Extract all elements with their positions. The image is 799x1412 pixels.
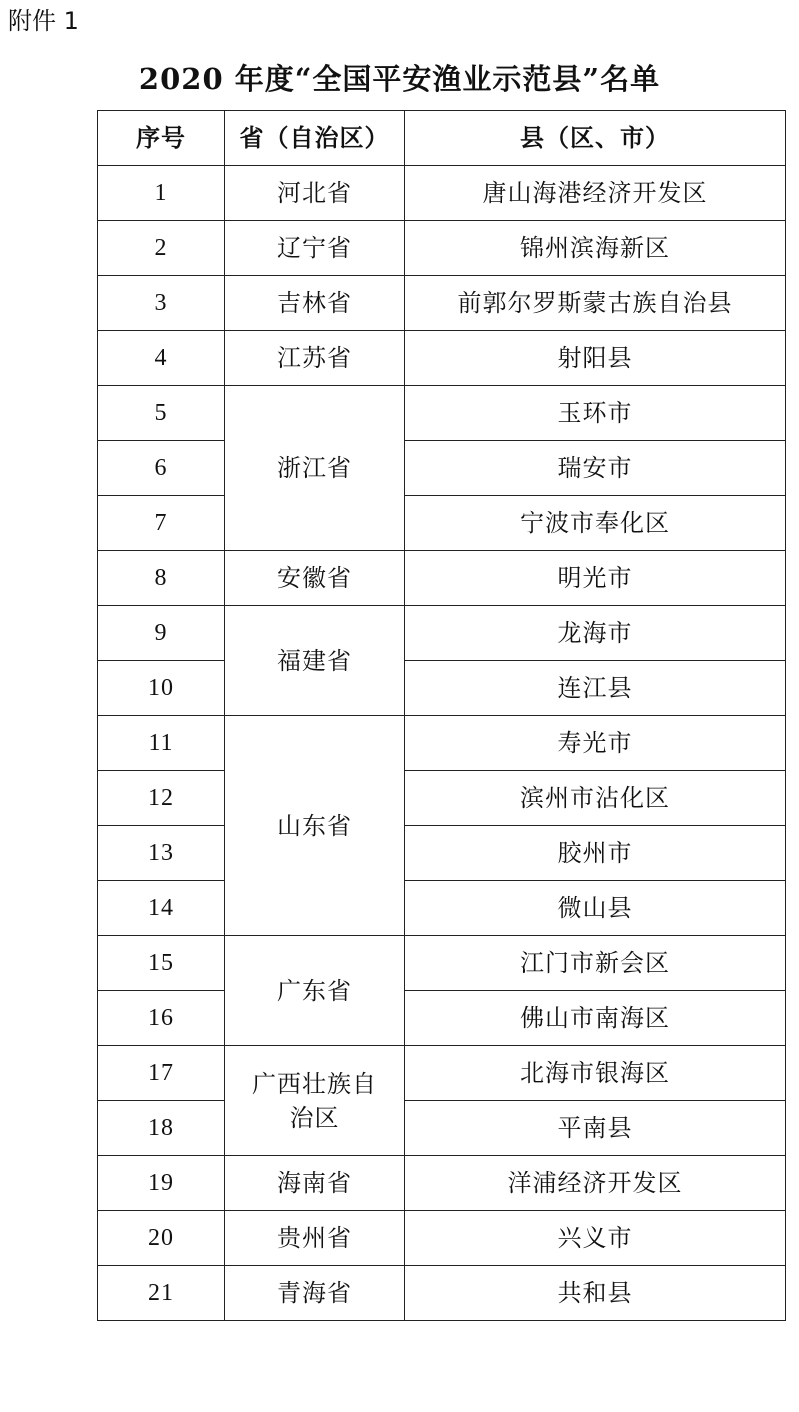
table-row bbox=[98, 936, 786, 991]
county-cell: 滨州市沾化区 bbox=[405, 771, 786, 826]
county-cell: 寿光市 bbox=[405, 716, 786, 771]
row-number: 8 bbox=[98, 551, 225, 606]
table-row bbox=[98, 771, 786, 826]
demo-county-table bbox=[97, 110, 786, 1321]
table-row bbox=[98, 1046, 786, 1101]
province-cell: 辽宁省 bbox=[225, 221, 405, 276]
province-cell: 浙江省 bbox=[225, 386, 405, 551]
table-row bbox=[98, 716, 786, 771]
county-cell: 平南县 bbox=[405, 1101, 786, 1156]
county-cell: 佛山市南海区 bbox=[405, 991, 786, 1046]
county-cell: 宁波市奉化区 bbox=[405, 496, 786, 551]
document-title: 2020 年度“全国平安渔业示范县”名单 bbox=[138, 62, 661, 96]
table-row bbox=[98, 1211, 786, 1266]
table-row bbox=[98, 496, 786, 551]
county-cell: 兴义市 bbox=[405, 1211, 786, 1266]
header-seq: 序号 bbox=[98, 111, 225, 166]
county-cell: 连江县 bbox=[405, 661, 786, 716]
table-row bbox=[98, 386, 786, 441]
row-number: 5 bbox=[98, 386, 225, 441]
province-cell: 江苏省 bbox=[225, 331, 405, 386]
row-number: 9 bbox=[98, 606, 225, 661]
province-cell: 吉林省 bbox=[225, 276, 405, 331]
table-row bbox=[98, 881, 786, 936]
row-number: 12 bbox=[98, 771, 225, 826]
row-number: 4 bbox=[98, 331, 225, 386]
header-province: 省（自治区） bbox=[225, 111, 405, 166]
table-row bbox=[98, 331, 786, 386]
table-header-row bbox=[98, 111, 786, 166]
row-number: 17 bbox=[98, 1046, 225, 1101]
province-cell: 海南省 bbox=[225, 1156, 405, 1211]
table-row bbox=[98, 276, 786, 331]
row-number: 3 bbox=[98, 276, 225, 331]
province-cell: 青海省 bbox=[225, 1266, 405, 1321]
province-cell: 安徽省 bbox=[225, 551, 405, 606]
table-row bbox=[98, 1266, 786, 1321]
row-number: 13 bbox=[98, 826, 225, 881]
province-cell: 河北省 bbox=[225, 166, 405, 221]
row-number: 21 bbox=[98, 1266, 225, 1321]
county-cell: 北海市银海区 bbox=[405, 1046, 786, 1101]
row-number: 6 bbox=[98, 441, 225, 496]
county-cell: 洋浦经济开发区 bbox=[405, 1156, 786, 1211]
row-number: 7 bbox=[98, 496, 225, 551]
table-row bbox=[98, 441, 786, 496]
header-county: 县（区、市） bbox=[405, 111, 786, 166]
county-cell: 玉环市 bbox=[405, 386, 786, 441]
county-cell: 锦州滨海新区 bbox=[405, 221, 786, 276]
table-row bbox=[98, 166, 786, 221]
table-row bbox=[98, 606, 786, 661]
row-number: 20 bbox=[98, 1211, 225, 1266]
row-number: 11 bbox=[98, 716, 225, 771]
table-row bbox=[98, 661, 786, 716]
row-number: 19 bbox=[98, 1156, 225, 1211]
province-cell: 广东省 bbox=[225, 936, 405, 1046]
table-row bbox=[98, 991, 786, 1046]
table-row bbox=[98, 1101, 786, 1156]
province-label: 广西壮族自治区 bbox=[252, 1069, 377, 1132]
county-cell: 江门市新会区 bbox=[405, 936, 786, 991]
county-cell: 射阳县 bbox=[405, 331, 786, 386]
row-number: 16 bbox=[98, 991, 225, 1046]
province-cell bbox=[225, 1046, 405, 1156]
county-cell: 胶州市 bbox=[405, 826, 786, 881]
row-number: 2 bbox=[98, 221, 225, 276]
attachment-label: 附件 1 bbox=[8, 7, 79, 35]
county-cell: 微山县 bbox=[405, 881, 786, 936]
table-row bbox=[98, 221, 786, 276]
county-cell: 唐山海港经济开发区 bbox=[405, 166, 786, 221]
row-number: 10 bbox=[98, 661, 225, 716]
row-number: 18 bbox=[98, 1101, 225, 1156]
table-row bbox=[98, 551, 786, 606]
county-cell: 龙海市 bbox=[405, 606, 786, 661]
province-cell: 贵州省 bbox=[225, 1211, 405, 1266]
row-number: 15 bbox=[98, 936, 225, 991]
table-row bbox=[98, 826, 786, 881]
county-cell: 共和县 bbox=[405, 1266, 786, 1321]
county-cell: 明光市 bbox=[405, 551, 786, 606]
table-row bbox=[98, 1156, 786, 1211]
county-cell: 前郭尔罗斯蒙古族自治县 bbox=[405, 276, 786, 331]
province-cell: 山东省 bbox=[225, 716, 405, 936]
row-number: 14 bbox=[98, 881, 225, 936]
county-cell: 瑞安市 bbox=[405, 441, 786, 496]
row-number: 1 bbox=[98, 166, 225, 221]
province-cell: 福建省 bbox=[225, 606, 405, 716]
